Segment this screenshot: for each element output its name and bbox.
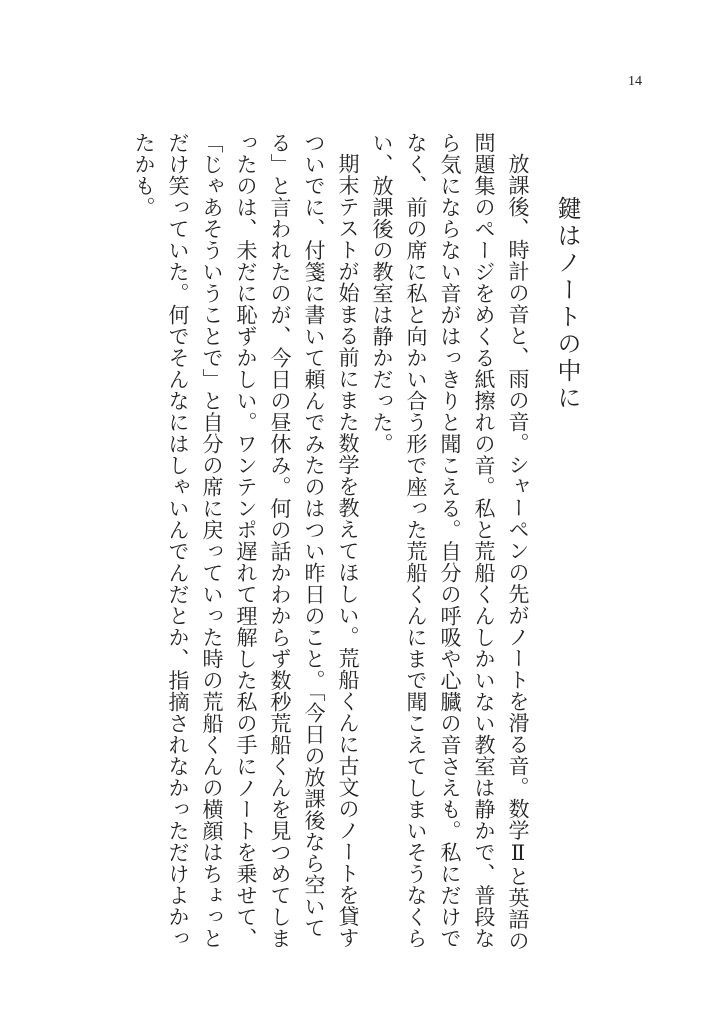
page-number: 14 xyxy=(628,74,642,89)
paragraph: 期末テストが始まる前にまた数学を教えてほしい。荒船くんに古文のノートを貸すついでに、付箋に書いて頼んでみたのはつい昨日のこと。「今日の放課後なら空いてる」と言われたのが、今日の昼休み。何の話かわからず数秒荒船くんを見つめてしまったのは、未だに恥ずかしい。ワンテンポ遅れて理解した私の手にノートを乗せて、「じゃあそういうことで」と自分の席に戻っていった時の荒船くんの横顔はちょっとだけ笑っていた。何でそんなにはしゃいんでんだとか、指摘されなかっただけよかったかも。 xyxy=(132,132,360,949)
body-text xyxy=(127,132,535,962)
chapter-title: 鍵はノートの中に xyxy=(553,196,581,412)
paragraph: 放課後、時計の音と、雨の音。シャーペンの先がノートを滑る音。数学Ⅱと英語の問題集のページをめくる紙擦れの音。私と荒船くんしかいない教室は静かで、普段なら気にならない音がはっきりと聞こえる。自分の呼吸や心臓の音さえも。私にだけでなく、前の席に私と向かい合う形で座った荒船くんにまで聞こえてしまいそうなくらい、放課後の教室は静かだった。 xyxy=(370,132,530,952)
